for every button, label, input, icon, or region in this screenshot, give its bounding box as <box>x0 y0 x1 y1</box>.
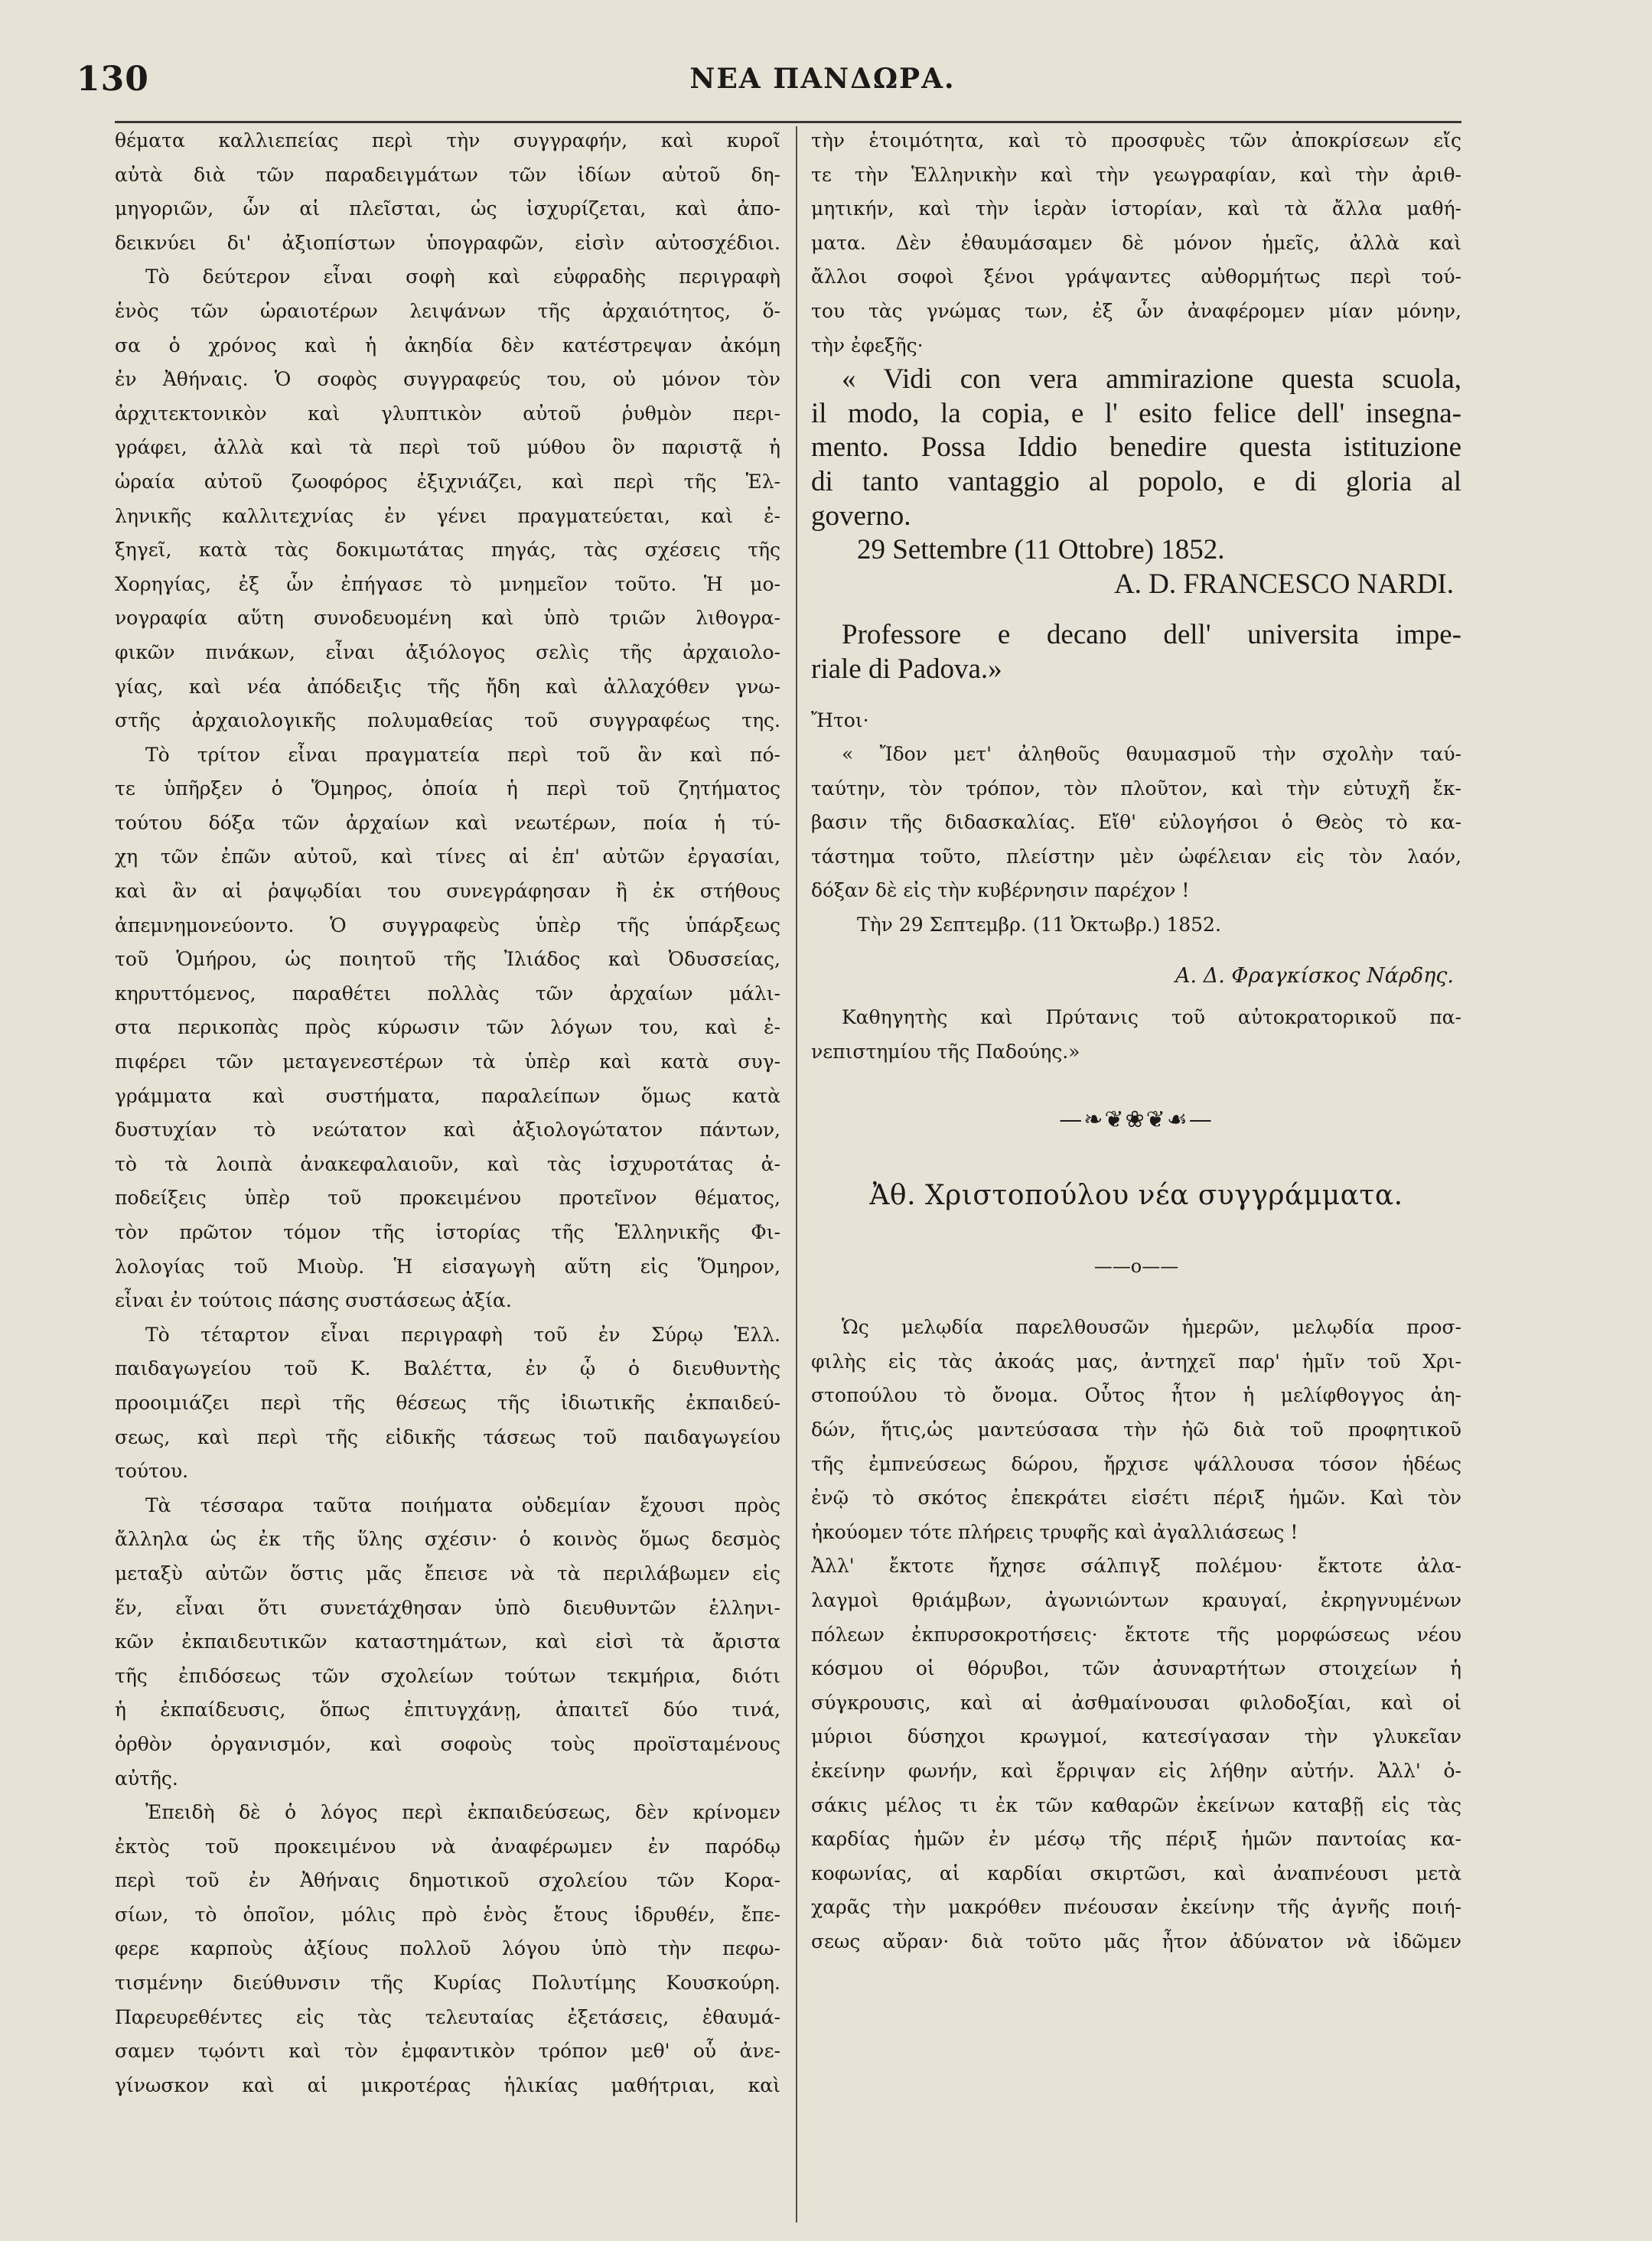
left-column-line: τούτου. <box>115 1460 189 1483</box>
left-column-line: προοιμιάζει περὶ τῆς θέσεως τῆς ἰδιωτικῆς ἐκπαιδεύ- <box>115 1391 780 1414</box>
left-column-line: χη τῶν ἐπῶν αὐτοῦ, καὶ τίνες αἱ ἐπ' αὐτῶν ἐργασίαι, <box>115 845 780 868</box>
left-column-line: ἡ ἐκπαίδευσις, ὅπως ἐπιτυγχάνῃ, ἀπαιτεῖ δύο τινά, <box>115 1699 780 1721</box>
italian-quote-line: « Vidi con vera ammirazione questa scuola, <box>842 363 1461 396</box>
italian-quote-line: il modo, la copia, e l' esito felice dell' insegna- <box>811 397 1461 429</box>
left-column-line: φικῶν πινάκων, εἶναι ἀξιόλογος σελὶς τῆς ἀρχαιολο- <box>115 640 780 663</box>
italian-title-line: Professore e decano dell' universita impe- <box>842 619 1461 651</box>
right-top-line: μητικήν, καὶ τὴν ἱερὰν ἱστορίαν, καὶ τὰ ἄλλα μαθή- <box>811 197 1461 220</box>
left-column-line: Ἐπειδὴ δὲ ὁ λόγος περὶ ἐκπαιδεύσεως, δὲν κρίνομεν <box>145 1801 780 1824</box>
page-number: 130 <box>77 60 149 99</box>
italian-quote-line: mento. Possa Iddio benedire questa istituzione <box>811 432 1461 464</box>
left-column-line: γράφει, ἀλλὰ καὶ τὰ περὶ τοῦ μύθου ὃν παριστᾷ ἡ <box>115 436 780 459</box>
left-column-line: καὶ ἂν αἱ ῥαψῳδίαι του συνεγράφησαν ἢ ἐκ στήθους <box>115 880 780 903</box>
article-body-line: πόλεων ἐκπυρσοκροτήσεις· ἔκτοτε τῆς μορφώσεως νέου <box>811 1623 1461 1646</box>
greek-quote <box>811 738 1461 908</box>
article-body-line: Ἀλλ' ἔκτοτε ἤχησε σάλπιγξ πολέμου· ἔκτοτε ἀλα- <box>811 1555 1461 1578</box>
left-column-line: εἶναι ἐν τούτοις πάσης συστάσεως ἀξία. <box>115 1289 512 1312</box>
article-body-line: σεως αὔραν· διὰ τοῦτο μᾶς ἦτον ἀδύνατον νὰ ἰδῶμεν <box>811 1930 1461 1953</box>
left-column-line: νογραφία αὕτη συνοδευομένη καὶ ὑπὸ τριῶν λιθογρα- <box>115 607 780 630</box>
left-column-line: φερε καρποὺς ἀξίους πολλοῦ λόγου ὑπὸ τὴν πεφω- <box>115 1937 780 1960</box>
left-column-line: δυστυχίαν τὸ νεώτατον καὶ ἀξιολογώτατον πάντων, <box>115 1119 780 1142</box>
left-column-line: πιφέρει τῶν μεταγενεστέρων τὰ ὑπὲρ καὶ κατὰ συγ- <box>115 1050 780 1073</box>
greek-quote-line: δόξαν δὲ εἰς τὴν κυβέρνησιν παρέχον ! <box>811 879 1190 902</box>
article-body-line: ἐκείνην φωνήν, καὶ ἔρριψαν εἰς λήθην αὐτήν. Ἀλλ' ὁ- <box>811 1759 1461 1782</box>
article-body-line: καρδίας ἡμῶν ἐν μέσῳ τῆς πέριξ ἡμῶν παντοίας κα- <box>811 1828 1461 1851</box>
left-column-line: γράμματα καὶ συστήματα, παραλείπων ὅμως κατὰ <box>115 1084 780 1107</box>
greek-title-line: Καθηγητὴς καὶ Πρύτανις τοῦ αὐτοκρατορικοῦ πα- <box>842 1006 1461 1029</box>
italian-quote-line: di tanto vantaggio al popolo, e di gloria al <box>811 465 1461 497</box>
left-column-line: μηγοριῶν, ὧν αἱ πλεῖσται, ὡς ἰσχυρίζεται, καὶ ἀπο- <box>115 197 780 220</box>
italian-quote <box>811 363 1461 533</box>
left-column-line: αὐτῆς. <box>115 1767 178 1790</box>
article-body-line: κοφωνίας, αἱ καρδίαι σκιρτῶσι, καὶ ἀναπνέουσι μετὰ <box>811 1862 1461 1884</box>
left-column-line: Τὸ δεύτερον εἶναι σοφὴ καὶ εὐφραδὴς περιγραφὴ <box>145 265 780 288</box>
greek-quote-line: ταύτην, τὸν τρόπον, τὸν πλοῦτον, καὶ τὴν εὐτυχῆ ἔκ- <box>811 777 1461 800</box>
greek-quote-line: βασιν τῆς διδασκαλίας. Εἴθ' εὐλογήσοι ὁ Θεὸς τὸ κα- <box>811 811 1461 834</box>
article-body-line: Ὡς μελῳδία παρελθουσῶν ἡμερῶν, μελῳδία προσ- <box>842 1316 1461 1339</box>
left-column-line: ἀπεμνημονεύοντο. Ὁ συγγραφεὺς ὑπὲρ τῆς ὑπάρξεως <box>115 914 780 936</box>
left-column-line: λολογίας τοῦ Μιοὺρ. Ἡ εἰσαγωγὴ αὕτη εἰς Ὅμηρον, <box>115 1255 780 1278</box>
article-body-line: κόσμου οἱ θόρυβοι, τῶν ἀσυναρτήτων στοιχείων ἡ <box>811 1657 1461 1680</box>
left-column-line: περὶ τοῦ ἐν Ἀθήναις δημοτικοῦ σχολείου τῶν Κορα- <box>115 1869 780 1892</box>
article-title: Ἀθ. Χριστοπούλου νέα συγγράμματα. <box>869 1179 1403 1211</box>
article-body <box>811 1311 1461 1959</box>
left-column-line: γίνωσκον καὶ αἱ μικροτέρας ἡλικίας μαθήτριαι, καὶ <box>115 2073 780 2096</box>
right-top-line: ἄλλοι σοφοὶ ξένοι γράψαντες αὐθορμήτως περὶ τού- <box>811 265 1461 288</box>
left-column-line: ἑνὸς τῶν ὡραιοτέρων λειψάνων τῆς ἀρχαιότητος, ὅ- <box>115 299 780 322</box>
left-column-line: σεως, καὶ περὶ τῆς εἰδικῆς τάσεως τοῦ παιδαγωγείου <box>115 1425 780 1448</box>
article-body-line: λαγμοὶ θριάμβων, ἀγωνιώντων κραυγαί, ἐκρηγνυμένων <box>811 1588 1461 1611</box>
right-top-line: τὴν ἐφεξῆς· <box>811 334 924 357</box>
italian-signature: A. D. FRANCESCO NARDI. <box>1113 568 1454 600</box>
left-column-line: Τὸ τρίτον εἶναι πραγματεία περὶ τοῦ ἂν καὶ πό- <box>145 743 780 766</box>
right-top-text <box>811 124 1461 363</box>
article-body-line: φιλὴς εἰς τὰς ἀκοάς μας, ἀντηχεῖ παρ' ἡμῖν τοῦ Χρι- <box>811 1350 1461 1373</box>
left-column-line: σα ὁ χρόνος καὶ ἡ ἀκηδία δὲν κατέστρεψαν ἀκόμη <box>115 334 780 357</box>
italian-date: 29 Settembre (11 Ottobre) 1852. <box>857 534 1225 566</box>
right-top-line: τε τὴν Ἑλληνικὴν καὶ τὴν γεωγραφίαν, καὶ τὴν ἀριθ- <box>811 163 1461 186</box>
left-column-line: ὀρθὸν ὀργανισμόν, καὶ σοφοὺς τοὺς προϊσταμένους <box>115 1732 780 1755</box>
ornament-divider: —❧❦❀❦☙— <box>1059 1106 1214 1134</box>
left-column-line: τῆς ἐπιδόσεως τῶν σχολείων τούτων τεκμήρια, διότι <box>115 1664 780 1687</box>
right-top-line: ματα. Δὲν ἐθαυμάσαμεν δὲ μόνον ἡμεῖς, ἀλλὰ καὶ <box>811 231 1461 254</box>
left-column-line: ἐκτὸς τοῦ προκειμένου νὰ ἀναφέρωμεν ἐν παρόδῳ <box>115 1835 780 1858</box>
left-column-line: τισμένην διεύθυνσιν τῆς Κυρίας Πολυτίμης Κουσκούρη. <box>115 1972 780 1995</box>
article-body-line: χαρᾶς τὴν μακρόθεν πνέουσαν ἐκείνην τῆς ἁγνῆς ποιή- <box>811 1896 1461 1919</box>
left-column-line: τούτου δόξα τῶν ἀρχαίων καὶ νεωτέρων, ποία ἡ τύ- <box>115 811 780 834</box>
left-column-line: Τὸ τέταρτον εἶναι περιγραφὴ τοῦ ἐν Σύρῳ Ἑλλ. <box>145 1323 780 1346</box>
left-column-line: δεικνύει δι' ἀξιοπίστων ὑπογραφῶν, εἰσὶν αὐτοσχέδιοι. <box>115 231 780 254</box>
left-column-line: τε ὑπῆρξεν ὁ Ὅμηρος, ὁποία ἡ περὶ τοῦ ζητήματος <box>115 777 780 800</box>
left-column-line: ἐν Ἀθήναις. Ὁ σοφὸς συγγραφεύς του, οὐ μόνον τὸν <box>115 368 780 391</box>
left-column-line: μεταξὺ αὐτῶν ὅστις μᾶς ἔπεισε νὰ τὰ περιλάβωμεν εἰς <box>115 1562 780 1585</box>
left-column <box>115 124 780 2103</box>
greek-date: Τὴν 29 Σεπτεμβρ. (11 Ὀκτωβρ.) 1852. <box>857 914 1221 936</box>
left-column-line: ἀρχιτεκτονικὸν καὶ γλυπτικὸν αὐτοῦ ῥυθμὸν περι- <box>115 402 780 425</box>
italian-title <box>811 618 1461 686</box>
column-divider <box>796 126 797 2223</box>
greek-title-line: νεπιστημίου τῆς Παδούης.» <box>811 1040 1080 1063</box>
left-column-line: ξηγεῖ, κατὰ τὰς δοκιμωτάτας πηγάς, τὰς σχέσεις τῆς <box>115 539 780 562</box>
left-column-line: θέματα καλλιεπείας περὶ τὴν συγγραφήν, καὶ κυροῖ <box>115 129 780 151</box>
right-top-line: του τὰς γνώμας των, ἐξ ὧν ἀναφέρομεν μίαν μόνην, <box>811 299 1461 322</box>
left-column-line: ὡραία αὐτοῦ ζωοφόρος ἐξιχνιάζει, καὶ περὶ τῆς Ἑλ- <box>115 470 780 493</box>
left-column-line: παιδαγωγείου τοῦ Κ. Βαλέττα, ἐν ᾧ ὁ διευθυντὴς <box>115 1357 780 1380</box>
left-column-line: τὸ τὰ λοιπὰ ἀνακεφαλαιοῦν, καὶ τὰς ἰσχυροτάτας ἀ- <box>115 1152 780 1175</box>
left-column-line: σαμεν τῳόντι καὶ τὸν ἐμφαντικὸν τρόπον μεθ' οὗ ἀνε- <box>115 2040 780 2063</box>
left-column-line: τὸν πρῶτον τόμον τῆς ἱστορίας τῆς Ἑλληνικῆς Φι- <box>115 1221 780 1243</box>
article-body-line: σάκις μέλος τι ἐκ τῶν καθαρῶν ἐκείνων καταβῇ εἰς τὰς <box>811 1793 1461 1816</box>
left-column-line: ἄλληλα ὡς ἐκ τῆς ὕλης σχέσιν· ὁ κοινὸς ὅμως δεσμὸς <box>115 1528 780 1551</box>
left-column-line: κῶν ἐκπαιδευτικῶν καταστημάτων, καὶ εἰσὶ τὰ ἄριστα <box>115 1630 780 1653</box>
article-body-line: δών, ἥτις,ὡς μαντεύσασα τὴν ἠῶ διὰ τοῦ προφητικοῦ <box>811 1419 1461 1441</box>
left-column-line: Παρευρεθέντες εἰς τὰς τελευταίας ἐξετάσεις, ἐθαυμά- <box>115 2005 780 2028</box>
article-body-line: τῆς ἐμπνεύσεως δώρου, ἤρχισε ψάλλουσα τόσον ἡδέως <box>811 1452 1461 1475</box>
page-header <box>77 60 1569 106</box>
article-body-line: ἠκούομεν τότε πλήρεις τρυφῆς καὶ ἀγαλλιάσεως ! <box>811 1520 1298 1543</box>
article-body-line: στοπούλου τὸ ὄνομα. Οὗτος ἦτον ἡ μελίφθογγος ἀη- <box>811 1384 1461 1407</box>
greek-signature: Α. Δ. Φραγκίσκος Νάρδης. <box>1175 963 1454 988</box>
left-column-line: Τὰ τέσσαρα ταῦτα ποιήματα οὐδεμίαν ἔχουσι πρὸς <box>145 1493 780 1516</box>
left-column-line: στα περικοπὰς πρὸς κύρωσιν τῶν λόγων του, καὶ ἐ- <box>115 1016 780 1039</box>
small-rule: ——o—— <box>1093 1255 1179 1277</box>
running-title: ΝΕΑ ΠΑΝΔΩΡΑ. <box>689 63 956 95</box>
left-column-line: στῆς ἀρχαιολογικῆς πολυμαθείας τοῦ συγγραφέως της. <box>115 709 780 732</box>
article-body-line: μύριοι δύσηχοι κρωγμοί, κατεσίγασαν τὴν γλυκεῖαν <box>811 1725 1461 1748</box>
article-body-line: σύγκρουσις, καὶ αἱ ἀσθμαίνουσαι φιλοδοξίαι, καὶ οἱ <box>811 1691 1461 1714</box>
left-column-line: ποδείξεις ὑπὲρ τοῦ προκειμένου προτεῖνον θέματος, <box>115 1187 780 1210</box>
left-column-line: αὐτὰ διὰ τῶν παραδειγμάτων τῶν ἰδίων αὐτοῦ δη- <box>115 163 780 186</box>
left-column-line: ληνικῆς καλλιτεχνίας ἐν γένει πραγματεύεται, καὶ ἐ- <box>115 504 780 527</box>
left-column-line: κηρυττόμενος, παραθέτει πολλὰς τῶν ἀρχαίων μάλι- <box>115 982 780 1005</box>
greek-quote-line: τάστημα τοῦτο, πλείστην μὲν ὠφέλειαν εἰς τὸν λαόν, <box>811 845 1461 868</box>
article-body-line: ἐνῷ τὸ σκότος ἐπεκράτει εἰσέτι πέριξ ἡμῶν. Καὶ τὸν <box>811 1487 1461 1510</box>
greek-title <box>811 1001 1461 1069</box>
left-column-line: ἕν, εἶναι ὅτι συνετάχθησαν ὑπὸ διευθυντῶν ἑλληνι- <box>115 1596 780 1619</box>
right-column <box>811 124 1461 1959</box>
greek-quote-line: « Ἴδον μετ' ἀληθοῦς θαυμασμοῦ τὴν σχολὴν ταύ- <box>842 743 1461 766</box>
left-column-line: Χορηγίας, ἐξ ὧν ἐπήγασε τὸ μνημεῖον τοῦτο. Ἡ μο- <box>115 572 780 595</box>
italian-quote-line: governo. <box>811 500 911 532</box>
left-column-line: γίας, καὶ νέα ἀπόδειξις τῆς ἤδη καὶ ἀλλαχόθεν γνω- <box>115 675 780 698</box>
left-column-line: σίων, τὸ ὁποῖον, μόλις πρὸ ἑνὸς ἔτους ἱδρυθέν, ἔπε- <box>115 1903 780 1926</box>
left-column-line: τοῦ Ὁμήρου, ὡς ποιητοῦ τῆς Ἰλιάδος καὶ Ὀδυσσείας, <box>115 948 780 971</box>
header-rule <box>115 121 1461 123</box>
itoi-label: Ἤτοι· <box>811 708 869 731</box>
right-top-line: τὴν ἑτοιμότητα, καὶ τὸ προσφυὲς τῶν ἀποκρίσεων εἴς <box>811 129 1461 151</box>
italian-title-line: riale di Padova.» <box>811 653 1002 685</box>
